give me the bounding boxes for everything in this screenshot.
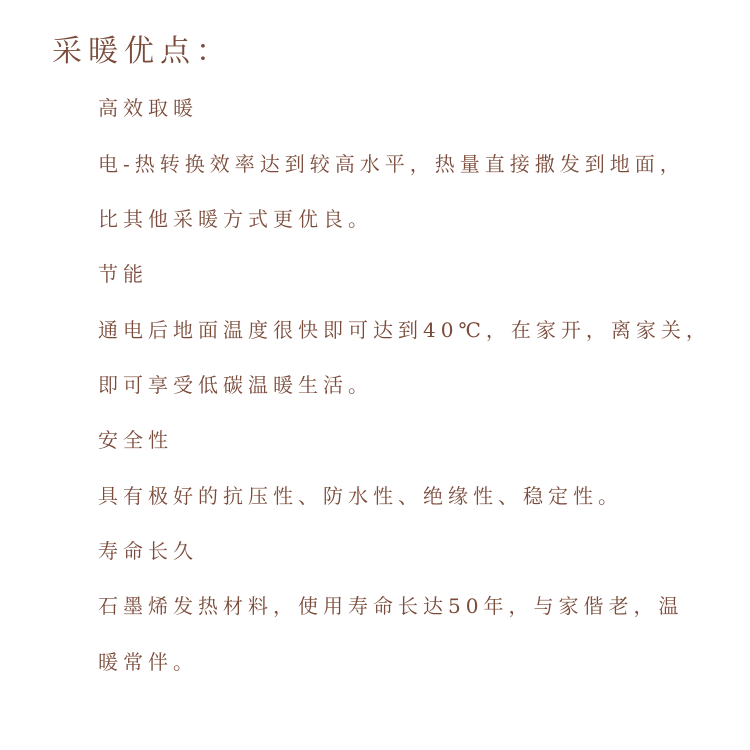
- page-title: 采暖优点：: [52, 34, 232, 69]
- text-line-life-2: 暖常伴。: [98, 650, 198, 674]
- text-line-efficiency-2: 比其他采暖方式更优良。: [98, 207, 373, 231]
- heading-high-efficiency: 高效取暖: [98, 96, 198, 120]
- text-line-energy-2: 即可享受低碳温暖生活。: [98, 373, 373, 397]
- text-line-efficiency-1: 电-热转换效率达到较高水平，热量直接撒发到地面，: [98, 152, 685, 176]
- text-line-energy-1: 通电后地面温度很快即可达到40℃，在家开，离家关，: [98, 318, 711, 342]
- text-line-life-1: 石墨烯发热材料，使用寿命长达50年，与家偕老，温: [98, 594, 684, 618]
- heading-safety: 安全性: [98, 428, 173, 452]
- heading-energy-saving: 节能: [98, 262, 148, 286]
- text-line-safety-1: 具有极好的抗压性、防水性、绝缘性、稳定性。: [98, 484, 623, 508]
- heading-long-life: 寿命长久: [98, 539, 198, 563]
